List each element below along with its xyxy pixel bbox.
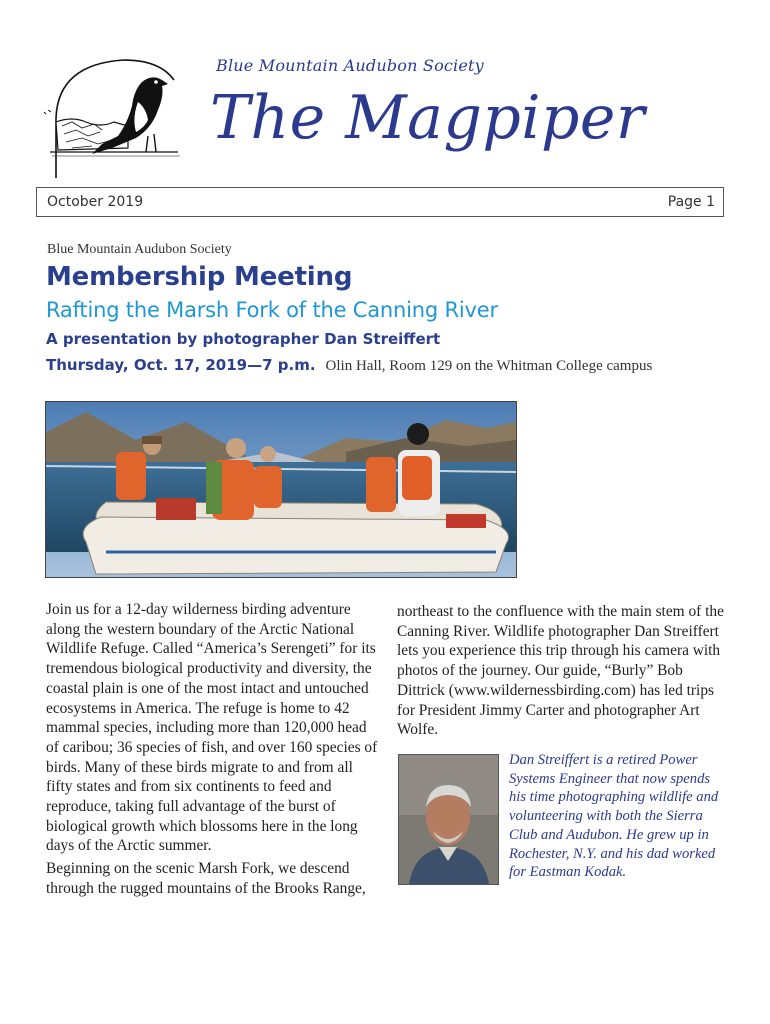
- raft-photo: [45, 401, 517, 578]
- photographer-bio-caption: Dan Streiffert is a retired Power Systems Engineer that now spends his time photographing wildlife and volunteering with both the Sierra Club and Audubon. He grew up in Rochester, N.Y. and his dad worked for Eastman Kodak.: [509, 752, 719, 881]
- presenter-line: A presentation by photographer Dan Streiffert: [46, 330, 441, 348]
- article-kicker: Blue Mountain Audubon Society: [47, 242, 232, 257]
- article-paragraph-2-continued: northeast to the confluence with the main stem of the Canning River. Wildlife photographer Dan Streiffert lets you experience this trip through his camera with photos of the journey. Our guide, “Burly” Bob Dittrick (www.wildernessbirding.com) has led trips for President Jimmy Carter and photographer Art Wolfe.: [397, 603, 724, 739]
- masthead-society-name: Blue Mountain Audubon Society: [216, 56, 484, 75]
- article-column-right: [397, 602, 727, 759]
- issue-date: October 2019: [47, 194, 144, 210]
- event-when: [46, 356, 652, 375]
- event-date-time: Thursday, Oct. 17, 2019—7 p.m.: [46, 356, 316, 374]
- article-paragraph-1: Join us for a 12-day wilderness birding adventure along the western boundary of the Arctic National Wildlife Refuge. Called “America’s Serengeti” for its tremendous biological productivity and diversity, the coastal plain is one of the most intact and untouched ecosystems in America. The refuge is home to 42 mammal species, including more than 120,000 head of caribou; 36 species of fish, and over 160 species of birds. Many of these birds migrate to and from all fifty states and from six continents to feed and reproduce, taking full advantage of the burst of biological growth which blossoms here in the long days of the Arctic summer.: [46, 601, 378, 855]
- magpie-logo-icon: [42, 52, 182, 180]
- article-headline: Membership Meeting: [46, 262, 353, 292]
- article-subheadline: Rafting the Marsh Fork of the Canning River: [46, 298, 498, 322]
- dateline-bar: [36, 187, 724, 217]
- article-column-left: [46, 600, 381, 875]
- newsletter-title: The Magpiper: [210, 83, 646, 153]
- article-column-left-continued: [46, 859, 381, 917]
- event-location: Olin Hall, Room 129 on the Whitman College campus: [325, 358, 653, 374]
- article-paragraph-2-start: Beginning on the scenic Marsh Fork, we descend through the rugged mountains of the Brooks Range,: [46, 860, 366, 897]
- page-number: Page 1: [667, 194, 715, 210]
- photographer-portrait: [398, 754, 499, 885]
